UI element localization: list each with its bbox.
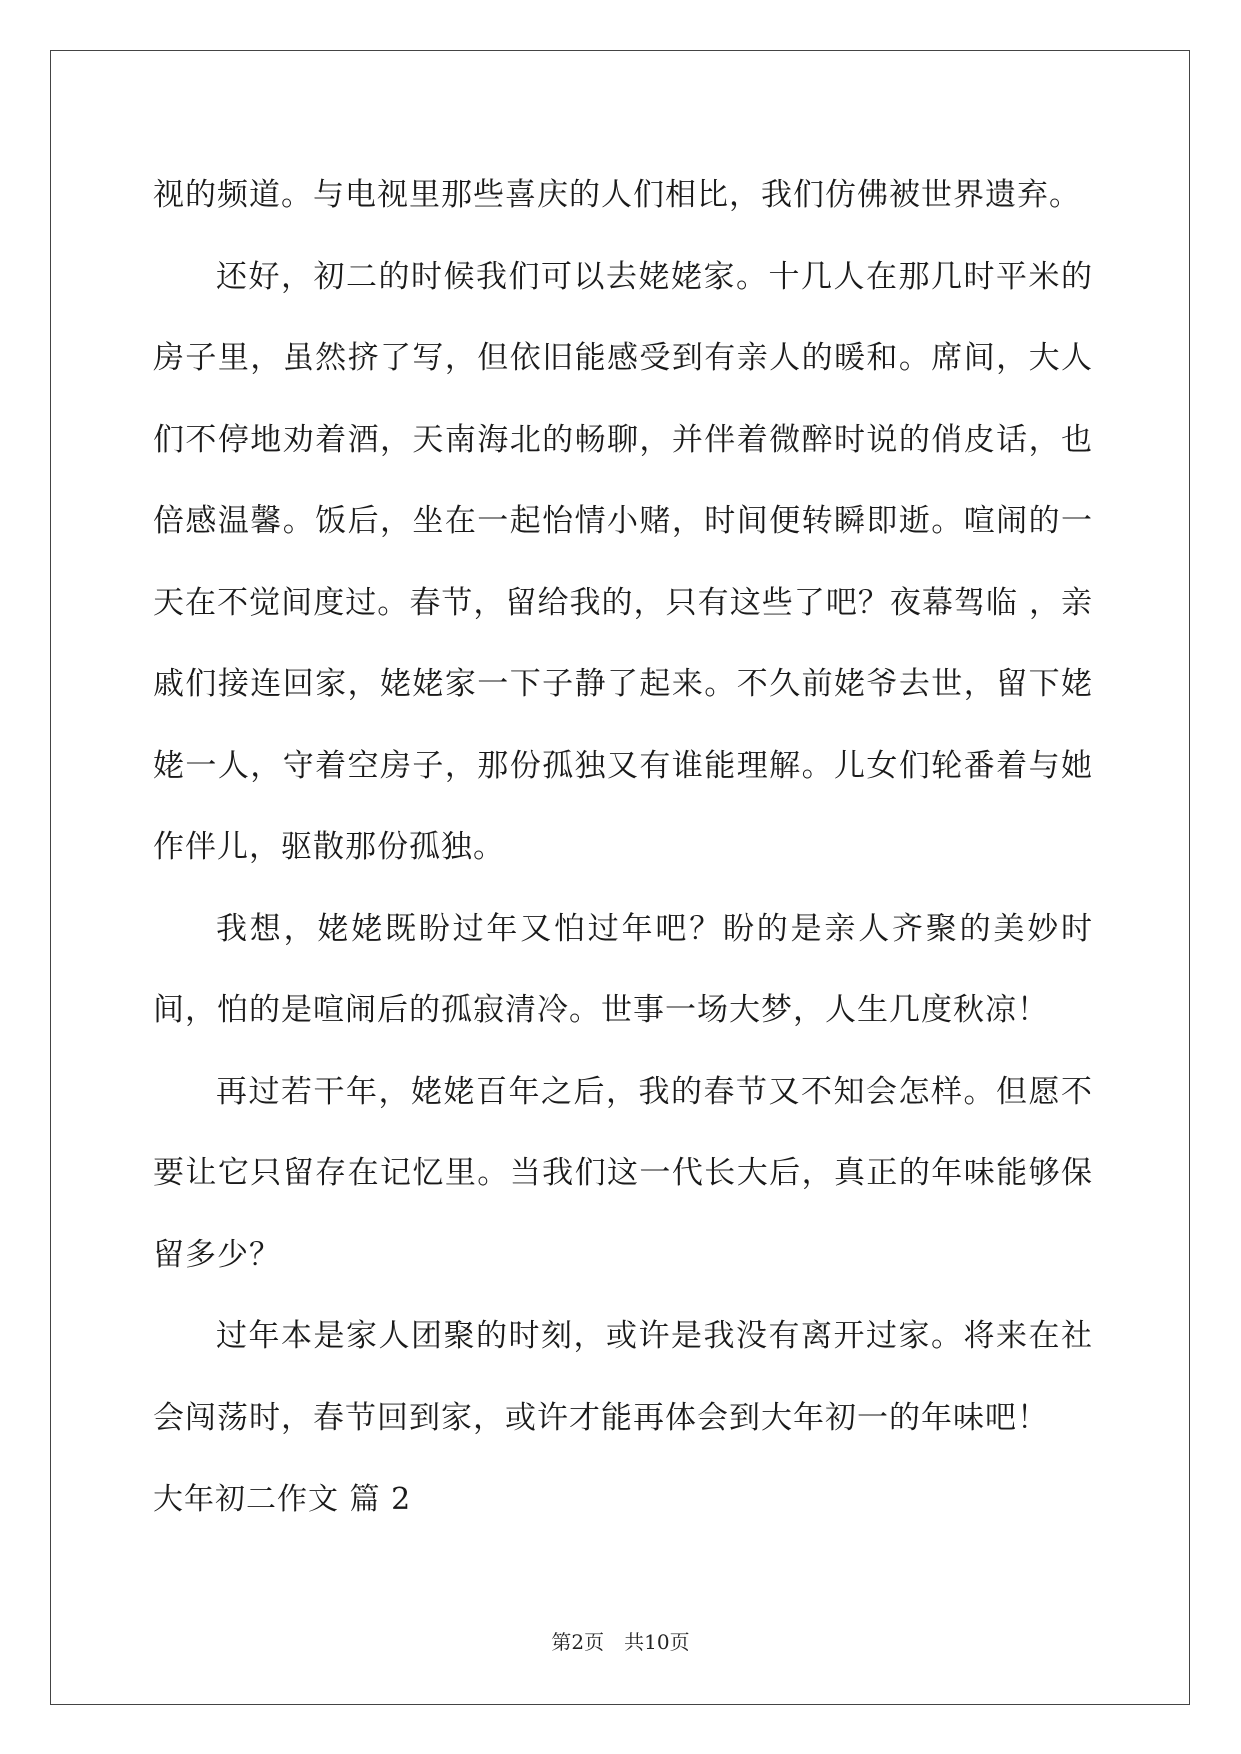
paragraph: 再过若干年，姥姥百年之后，我的春节又不知会怎样。但愿不要让它只留存在记忆里。当我们这一代长大后，真正的年味能够保留多少？ <box>153 1073 1093 1273</box>
paragraph: 我想，姥姥既盼过年又怕过年吧？盼的是亲人齐聚的美妙时间，怕的是喧闹后的孤寂清冷。世事一场大梦，人生几度秋凉！ <box>153 910 1093 1028</box>
section-heading: 大年初二作文 篇 2 <box>153 1482 412 1517</box>
paragraph-continuation: 视的频道。与电视里那些喜庆的人们相比，我们仿佛被世界遗弃。 <box>153 177 1081 213</box>
page-total: 共10页 <box>624 1630 690 1654</box>
paragraph: 过年本是家人团聚的时刻，或许是我没有离开过家。将来在社会闯荡时，春节回到家，或许才能再体会到大年初一的年味吧！ <box>153 1318 1093 1436</box>
document-body <box>153 155 1093 1541</box>
paragraph: 还好，初二的时候我们可以去姥姥家。十几人在那几时平米的房子里，虽然挤了写，但依旧能感受到有亲人的暖和。席间，大人们不停地劝着酒，天南海北的畅聊，并伴着微醉时说的俏皮话，也倍感温馨。饭后，坐在一起怡情小赌，时间便转瞬即逝。喧闹的一天在不觉间度过。春节，留给我的，只有这些了吧？夜幕驾临 ，亲戚们接连回家，姥姥家一下子静了起来。不久前姥爷去世，留下姥姥一人，守着空房子，那份孤独又有谁能理解。儿女们轮番着与她作伴儿，驱散那份孤独。 <box>153 258 1093 865</box>
page-number: 第2页 <box>551 1630 605 1654</box>
page-footer <box>0 1626 1241 1655</box>
